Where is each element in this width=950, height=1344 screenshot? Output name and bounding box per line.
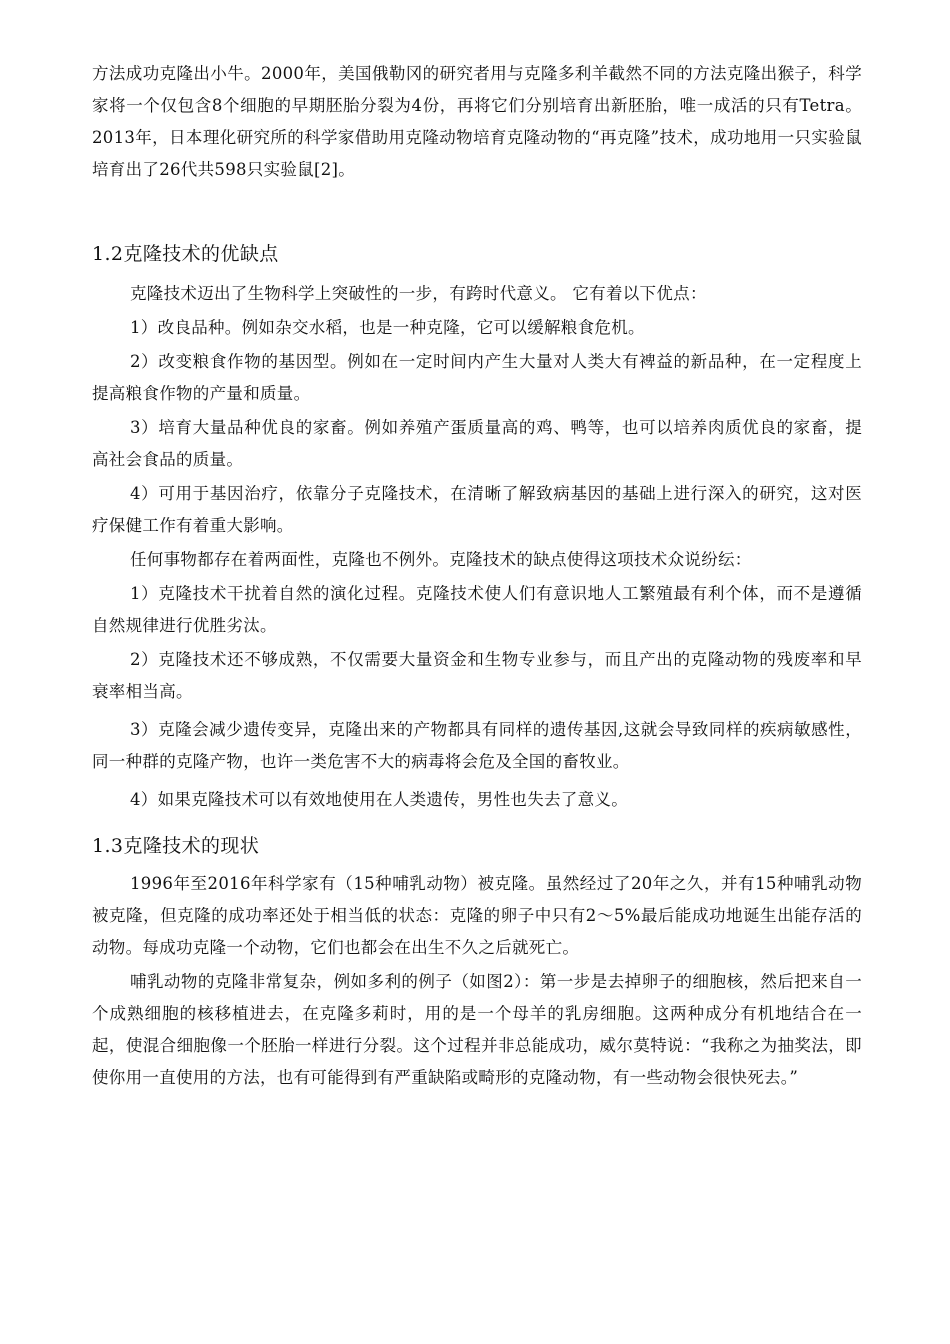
document-page	[92, 58, 862, 1094]
disadvantage-item: 4）如果克隆技术可以有效地使用在人类遗传，男性也失去了意义。	[130, 790, 628, 809]
section-heading-1-3: 1.3克隆技术的现状	[92, 835, 260, 857]
disadvantage-item: 1）克隆技术干扰着自然的演化过程。克隆技术使人们有意识地人工繁殖最有利个体，而不是遵循自然规律进行优胜劣汰。	[92, 584, 862, 635]
disadvantage-item: 2）克隆技术还不够成熟，不仅需要大量资金和生物专业参与，而且产出的克隆动物的残废率和早衰率相当高。	[92, 650, 862, 701]
advantage-item: 1）改良品种。例如杂交水稻，也是一种克隆，它可以缓解粮食危机。	[130, 318, 645, 337]
section-heading-1-2: 1.2克隆技术的优缺点	[92, 243, 279, 265]
intro-paragraph: 方法成功克隆出小牛。2000年，美国俄勒冈的研究者用与克隆多利羊截然不同的方法克隆出猴子，科学家将一个仅包含8个细胞的早期胚胎分裂为4份，再将它们分别培育出新胚胎，唯一成活的只有Tetra。2013年，日本理化研究所的科学家借助用克隆动物培育克隆动物的“再克隆”技术，成功地用一只实验鼠培育出了26代共598只实验鼠[2]。	[92, 64, 862, 179]
disadvantage-item: 3）克隆会减少遗传变异，克隆出来的产物都具有同样的遗传基因,这就会导致同样的疾病敏感性，同一种群的克隆产物，也许一类危害不大的病毒将会危及全国的畜牧业。	[92, 720, 862, 771]
advantage-item: 3）培育大量品种优良的家畜。例如养殖产蛋质量高的鸡、鸭等，也可以培养肉质优良的家畜，提高社会食品的质量。	[92, 418, 862, 469]
advantage-item: 2）改变粮食作物的基因型。例如在一定时间内产生大量对人类大有裨益的新品种，在一定程度上提高粮食作物的产量和质量。	[92, 352, 862, 403]
disadvantages-intro: 任何事物都存在着两面性，克隆也不例外。克隆技术的缺点使得这项技术众说纷纭：	[130, 550, 752, 569]
status-paragraph: 哺乳动物的克隆非常复杂，例如多利的例子（如图2）：第一步是去掉卵子的细胞核，然后把来自一个成熟细胞的核移植进去，在克隆多莉时，用的是一个母羊的乳房细胞。这两种成分有机地结合在一起，使混合细胞像一个胚胎一样进行分裂。这个过程并非总能成功，威尔莫特说：“我称之为抽奖法，即使你用一直使用的方法，也有可能得到有严重缺陷或畸形的克隆动物，有一些动物会很快死去。”	[92, 972, 862, 1087]
advantages-intro: 克隆技术迈出了生物科学上突破性的一步，有跨时代意义。 它有着以下优点：	[130, 284, 707, 303]
advantage-item: 4）可用于基因治疗，依靠分子克隆技术，在清晰了解致病基因的基础上进行深入的研究，这对医疗保健工作有着重大影响。	[92, 484, 862, 535]
status-paragraph: 1996年至2016年科学家有（15种哺乳动物）被克隆。虽然经过了20年之久，并有15种哺乳动物被克隆，但克隆的成功率还处于相当低的状态：克隆的卵子中只有2～5%最后能成功地诞生出能存活的动物。每成功克隆一个动物，它们也都会在出生不久之后就死亡。	[92, 874, 862, 957]
